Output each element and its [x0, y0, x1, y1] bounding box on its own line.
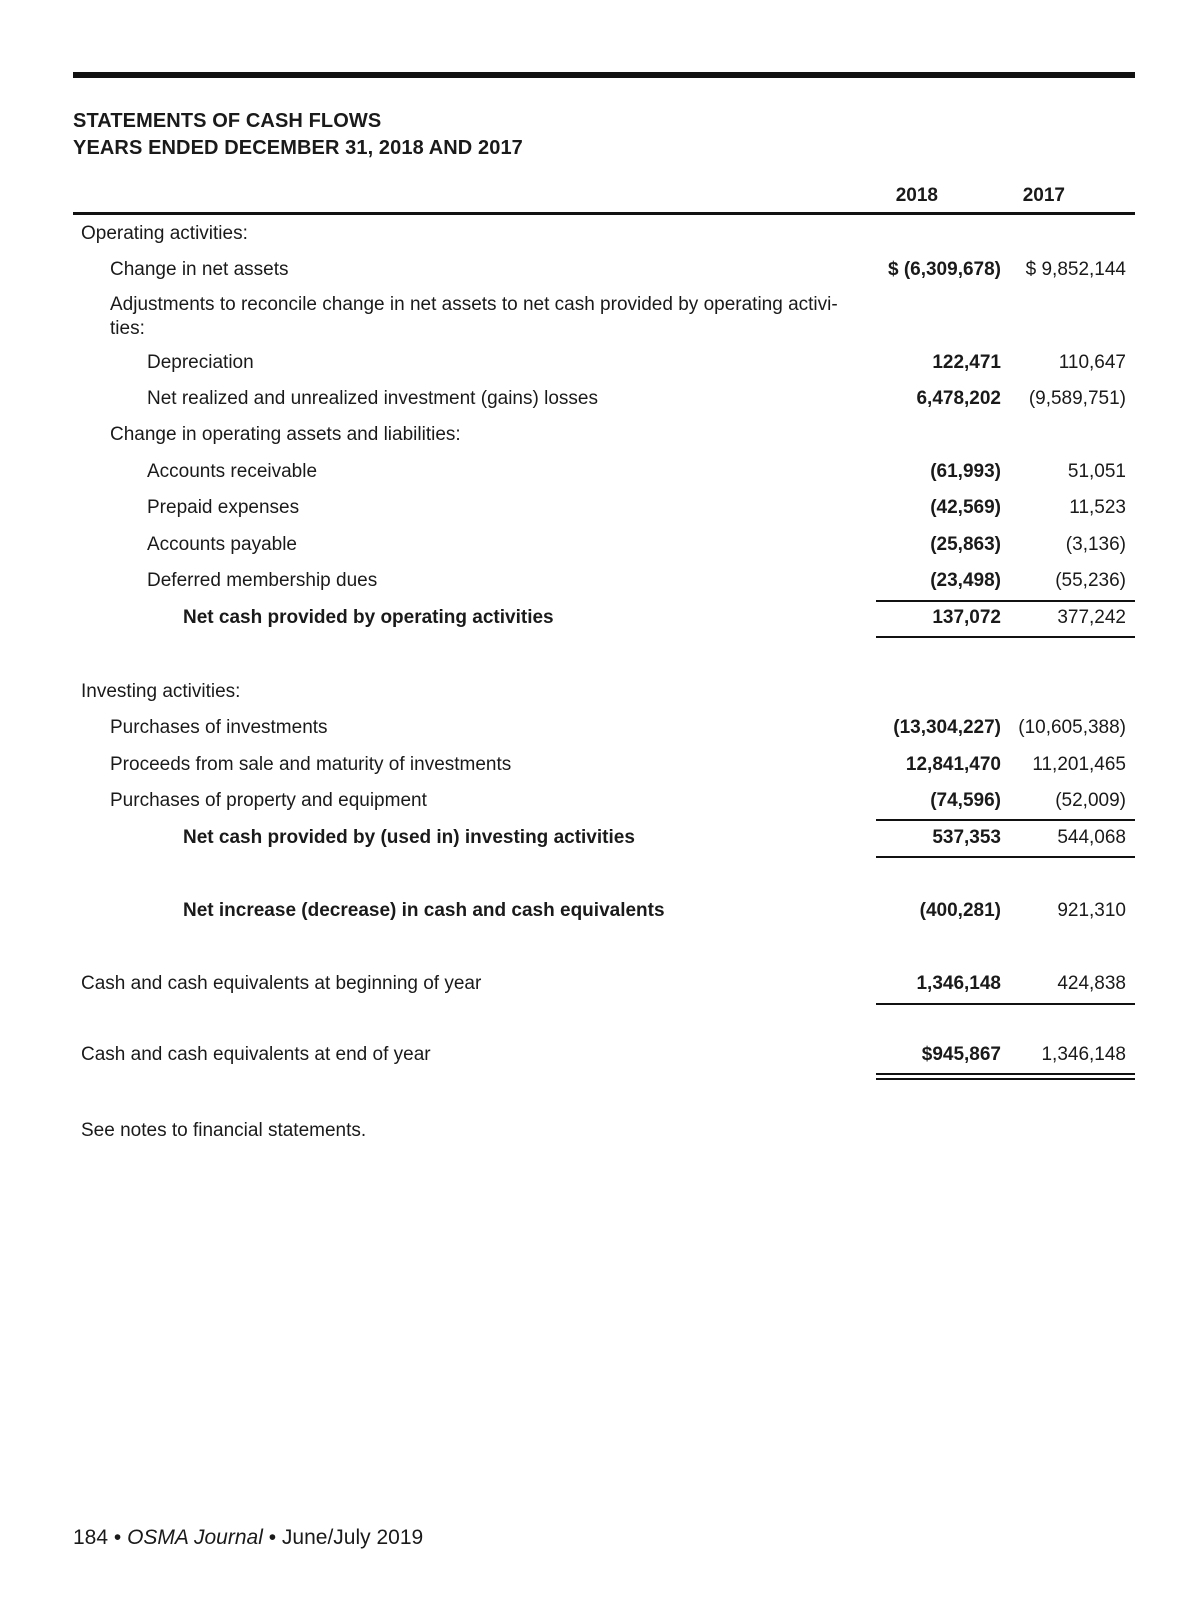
value-2017: (55,236): [1055, 570, 1126, 591]
value-2017: 51,051: [1067, 461, 1126, 482]
title-line-2: YEARS ENDED DECEMBER 31, 2018 AND 2017: [73, 137, 523, 159]
value-2018: (400,281): [919, 900, 1001, 921]
row-label: Accounts receivable: [147, 461, 318, 482]
notes-reference: See notes to financial statements.: [81, 1120, 367, 1141]
row-label: Purchases of property and equipment: [110, 790, 427, 811]
value-2018: 12,841,470: [905, 754, 1001, 775]
value-2018: 137,072: [932, 607, 1001, 628]
value-2018: 537,353: [932, 827, 1001, 848]
row-label: Net cash provided by (used in) investing activities: [183, 827, 635, 848]
subtotal-rule: [876, 1003, 1135, 1005]
value-2018: $ (6,309,678): [887, 259, 1001, 280]
value-2017: 110,647: [1058, 352, 1126, 373]
value-2018: (13,304,227): [893, 717, 1001, 738]
value-2017: 11,523: [1069, 497, 1126, 518]
value-2017: (52,009): [1055, 790, 1126, 811]
row-label: Cash and cash equivalents at beginning of year: [81, 973, 482, 994]
footer-bullet: •: [268, 1526, 277, 1549]
top-rule: [73, 72, 1135, 78]
value-2018: 122,471: [932, 352, 1001, 373]
value-2017: (3,136): [1065, 534, 1126, 555]
column-header-2018: 2018: [895, 185, 938, 206]
investing-heading: Investing activities:: [81, 681, 241, 702]
statement-title: [73, 108, 523, 162]
row-label: Proceeds from sale and maturity of investments: [110, 754, 512, 775]
total-rule: [876, 636, 1135, 638]
row-label: Deferred membership dues: [147, 570, 378, 591]
issue-date: June/July 2019: [281, 1526, 424, 1549]
column-header-2017: 2017: [1022, 185, 1065, 206]
change-assets-label: Change in operating assets and liabilities:: [110, 424, 461, 445]
value-2017: $ 9,852,144: [1025, 259, 1126, 280]
value-2018: 6,478,202: [916, 388, 1001, 409]
journal-name: OSMA Journal: [127, 1526, 263, 1549]
value-2018: (42,569): [930, 497, 1001, 518]
row-label: Depreciation: [147, 352, 254, 373]
value-2017: 424,838: [1057, 973, 1126, 994]
subtotal-rule: [876, 819, 1135, 821]
row-label: Cash and cash equivalents at end of year: [81, 1044, 431, 1065]
value-2018: (61,993): [930, 461, 1001, 482]
value-2017: 1,346,148: [1041, 1044, 1126, 1065]
subtotal-rule: [876, 600, 1135, 602]
total-rule: [876, 856, 1135, 858]
row-label: Accounts payable: [147, 534, 297, 555]
value-2017: 377,242: [1057, 607, 1126, 628]
footer-bullet: •: [113, 1526, 122, 1549]
value-2018: 1,346,148: [916, 973, 1001, 994]
header-rule: [73, 212, 1135, 215]
row-label: Net increase (decrease) in cash and cash equivalents: [183, 900, 665, 921]
row-label: Net realized and unrealized investment (gains) losses: [147, 388, 598, 409]
value-2017: (9,589,751): [1028, 388, 1126, 409]
value-2018: $945,867: [921, 1044, 1001, 1065]
value-2018: (74,596): [930, 790, 1001, 811]
page-number: 184: [73, 1526, 109, 1549]
operating-heading: Operating activities:: [81, 223, 248, 244]
double-rule-bottom: [876, 1078, 1135, 1080]
value-2018: (25,863): [930, 534, 1001, 555]
value-2017: (10,605,388): [1018, 717, 1126, 738]
page-footer: [73, 1526, 423, 1550]
value-2017: 11,201,465: [1032, 754, 1126, 775]
value-2017: 921,310: [1057, 900, 1126, 921]
double-rule-top: [876, 1073, 1135, 1075]
adjustments-label: Adjustments to reconcile change in net assets to net cash provided by operating activi-ties:: [110, 294, 838, 339]
title-line-1: STATEMENTS OF CASH FLOWS: [73, 110, 382, 132]
row-label: Change in net assets: [110, 259, 289, 280]
value-2018: (23,498): [930, 570, 1001, 591]
row-label: Prepaid expenses: [147, 497, 300, 518]
value-2017: 544,068: [1057, 827, 1126, 848]
row-label: Purchases of investments: [110, 717, 328, 738]
row-label: Net cash provided by operating activities: [183, 607, 554, 628]
